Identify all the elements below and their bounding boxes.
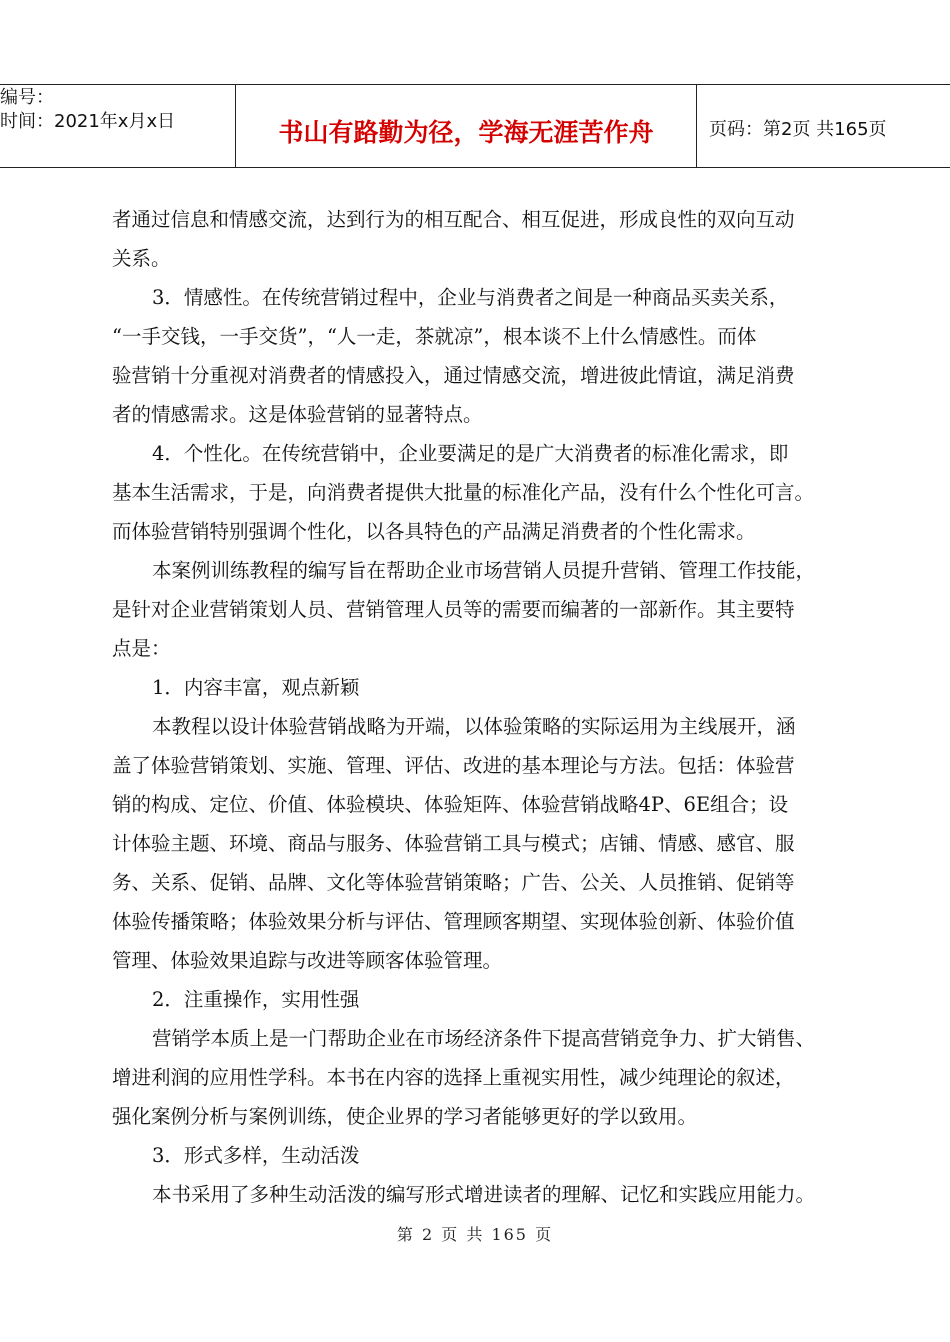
body-text-line: 本案例训练教程的编写旨在帮助企业市场营销人员提升营销、管理工作技能， [152, 559, 816, 582]
body-text-line: 4．个性化。在传统营销中，企业要满足的是广大消费者的标准化需求，即 [152, 442, 789, 465]
body-text-line: 务、关系、促销、品牌、文化等体验营销策略；广告、公关、人员推销、促销等 [112, 871, 795, 894]
header-meta-cell [0, 85, 236, 167]
body-text-line: 销的构成、定位、价值、体验模块、体验矩阵、体验营销战略4P、6E组合；设 [112, 793, 789, 816]
body-text-line: 增进利润的应用性学科。本书在内容的选择上重视实用性，减少纯理论的叙述， [112, 1066, 795, 1089]
body-text-line: 强化案例分析与案例训练，使企业界的学习者能够更好的学以致用。 [112, 1105, 698, 1128]
document-body [112, 200, 852, 1214]
body-text-line: 体验传播策略；体验效果分析与评估、管理顾客期望、实现体验创新、体验价值 [112, 910, 795, 933]
body-text-line: 计体验主题、环境、商品与服务、体验营销工具与模式；店铺、情感、感官、服 [112, 832, 795, 855]
body-text-line: 者的情感需求。这是体验营销的显著特点。 [112, 403, 483, 426]
body-text-line: 者通过信息和情感交流，达到行为的相互配合、相互促进，形成良性的双向互动 [112, 208, 795, 231]
body-text-line: 是针对企业营销策划人员、营销管理人员等的需要而编著的一部新作。其主要特 [112, 598, 795, 621]
body-text-line: 1．内容丰富，观点新颖 [152, 676, 360, 699]
header-page-cell [697, 85, 950, 167]
document-date: 时间：2021年x月x日 [0, 111, 176, 132]
body-text-line: 而体验营销特别强调个性化，以各具特色的产品满足消费者的个性化需求。 [112, 520, 756, 543]
body-text-line: 基本生活需求，于是，向消费者提供大批量的标准化产品，没有什么个性化可言。 [112, 481, 815, 504]
body-text-line: 3．情感性。在传统营销过程中，企业与消费者之间是一种商品买卖关系， [152, 286, 789, 309]
body-text-line: 盖了体验营销策划、实施、管理、评估、改进的基本理论与方法。包括：体验营 [112, 754, 795, 777]
body-text-line: 本书采用了多种生动活泼的编写形式增进读者的理解、记忆和实践应用能力。 [152, 1183, 816, 1206]
header-motto-cell [236, 85, 697, 167]
body-text-line: 营销学本质上是一门帮助企业在市场经济条件下提高营销竞争力、扩大销售、 [152, 1027, 816, 1050]
document-header [0, 84, 950, 168]
body-text-line: 关系。 [112, 247, 171, 270]
document-number-label: 编号： [0, 87, 54, 108]
body-text-line: 2．注重操作，实用性强 [152, 988, 360, 1011]
body-text-line: 3．形式多样，生动活泼 [152, 1144, 360, 1167]
body-text-line: 验营销十分重视对消费者的情感投入，通过情感交流，增进彼此情谊，满足消费 [112, 364, 795, 387]
body-text-line: 管理、体验效果追踪与改进等顾客体验管理。 [112, 949, 503, 972]
header-page-info: 页码：第2页 共165页 [709, 119, 887, 140]
body-text-line: “一手交钱，一手交货”，“人一走，茶就凉”，根本谈不上什么情感性。而体 [112, 325, 757, 348]
page-footer: 第 2 页 共 165 页 [396, 1225, 554, 1244]
header-motto: 书山有路勤为径，学海无涯苦作舟 [278, 118, 654, 147]
body-text-line: 点是： [112, 637, 171, 660]
body-text-line: 本教程以设计体验营销战略为开端，以体验策略的实际运用为主线展开，涵 [152, 715, 796, 738]
